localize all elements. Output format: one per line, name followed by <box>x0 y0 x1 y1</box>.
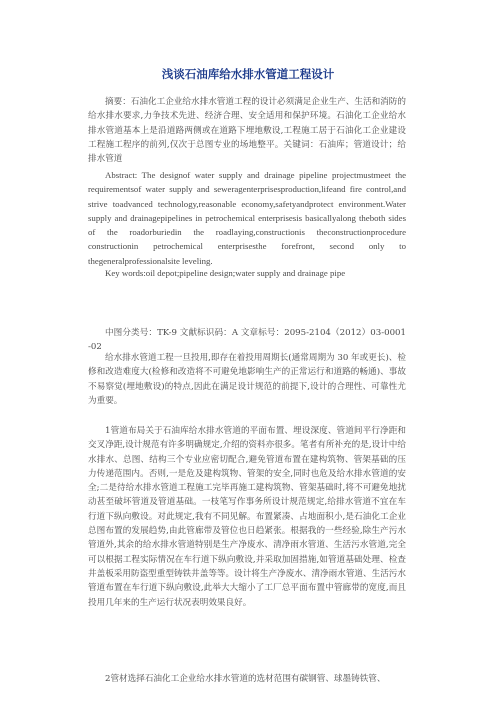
classification-line: 中图分类号：TK-9 文献标识码：A 文章标号：2095-2104（2012）03-0001-02 <box>88 328 406 353</box>
body-paragraph-3: 2管材选择石油化工企业给水排水管道的选材范围有碳钢管、球墨铸铁管、 <box>105 674 386 684</box>
abstract-chinese: 摘要：石油化工企业给水排水管道工程的设计必须满足企业生产、生活和消防的给水排水要求,力争技术先进、经济合理、安全适用和保护环境。石油化工企业给水排水管道基本上是沿道路两侧或在道路下埋地敷设,工程施工居于石油化工企业建设工程施工程序的前列,仅次于总图专业的场地整平。关键词：石油库；管道设计；给排水管道 <box>88 97 406 165</box>
body-paragraph-1: 给水排水管道工程一旦投用,即存在着投用周期长(通常周期为 30 年或更长)、检修和改造难度大(检修和改造将不可避免地影响生产的正常运行和道路的畅通)、事故不易察觉(埋地敷设)的特点,因此在满足设计规范的前提下,设计的合理性、可靠性尤为重要。 <box>88 353 406 406</box>
abstract-english: Abstract: The designof water supply and drainage pipeline projectmustmeet the requirementsof water supply and seweragenterprisesproduction,lifeand fire control,and strive toadvanced technology,reasonable economy,safetyandprotect environment.Water supply and drainagepipelines in petrochemical enterprisesis basicallyalong theboth sides of the roadorburiedin the roadlaying,constructionis theconstructionprocedure constructionin petrochemical enterprisesthe forefront, second only to thegeneralprofessionalsite leveling. <box>88 170 406 266</box>
body-paragraph-2: 1管道布局关于石油库给水排水管道的平面布置、埋设深度、管道间平行净距和交叉净距,设计规范有许多明确规定,介绍的资料亦很多。笔者有所补充的是,设计中给水排水、总图、结构三个专业应密切配合,避免管道布置在建构筑物、管架基础的压力传递范围内。否则,一是危及建构筑物、管架的安全,同时也危及给水排水管道的安全;二是待给水排水管道工程施工完毕再施工建构筑物、管架基础时,将不可避免地扰动甚至破坏管道及管道基础。一枝笔写作事务所设计规范规定,给排水管道不宜在车行道下纵向敷设。对此规定,我有不同见解。布置紧凑、占地面积小,是石油化工企业总图布置的发展趋势,由此管廊带及管位也日趋紧张。根据我的一些经验,除生产污水管道外,其余的给水排水管道特别是生产净废水、清净雨水管道、生活污水管道,完全可以根据工程实际情况在车行道下纵向敷设,并采取加固措施,如管道基础处理、检查井盖板采用防盗型重型铸铁井盖等等。设计将生产净废水、清净雨水管道、生活污水管道布置在车行道下纵向敷设,此举大大缩小了工厂总平面布置中管廊带的宽度,而且投用几年来的生产运行状况表明效果良好。 <box>88 426 406 608</box>
keywords-english: Key words:oil depot;pipeline design;water supply and drainage pipe <box>105 268 346 278</box>
document-title: 浅谈石油库给水排水管道工程设计 <box>161 67 335 81</box>
